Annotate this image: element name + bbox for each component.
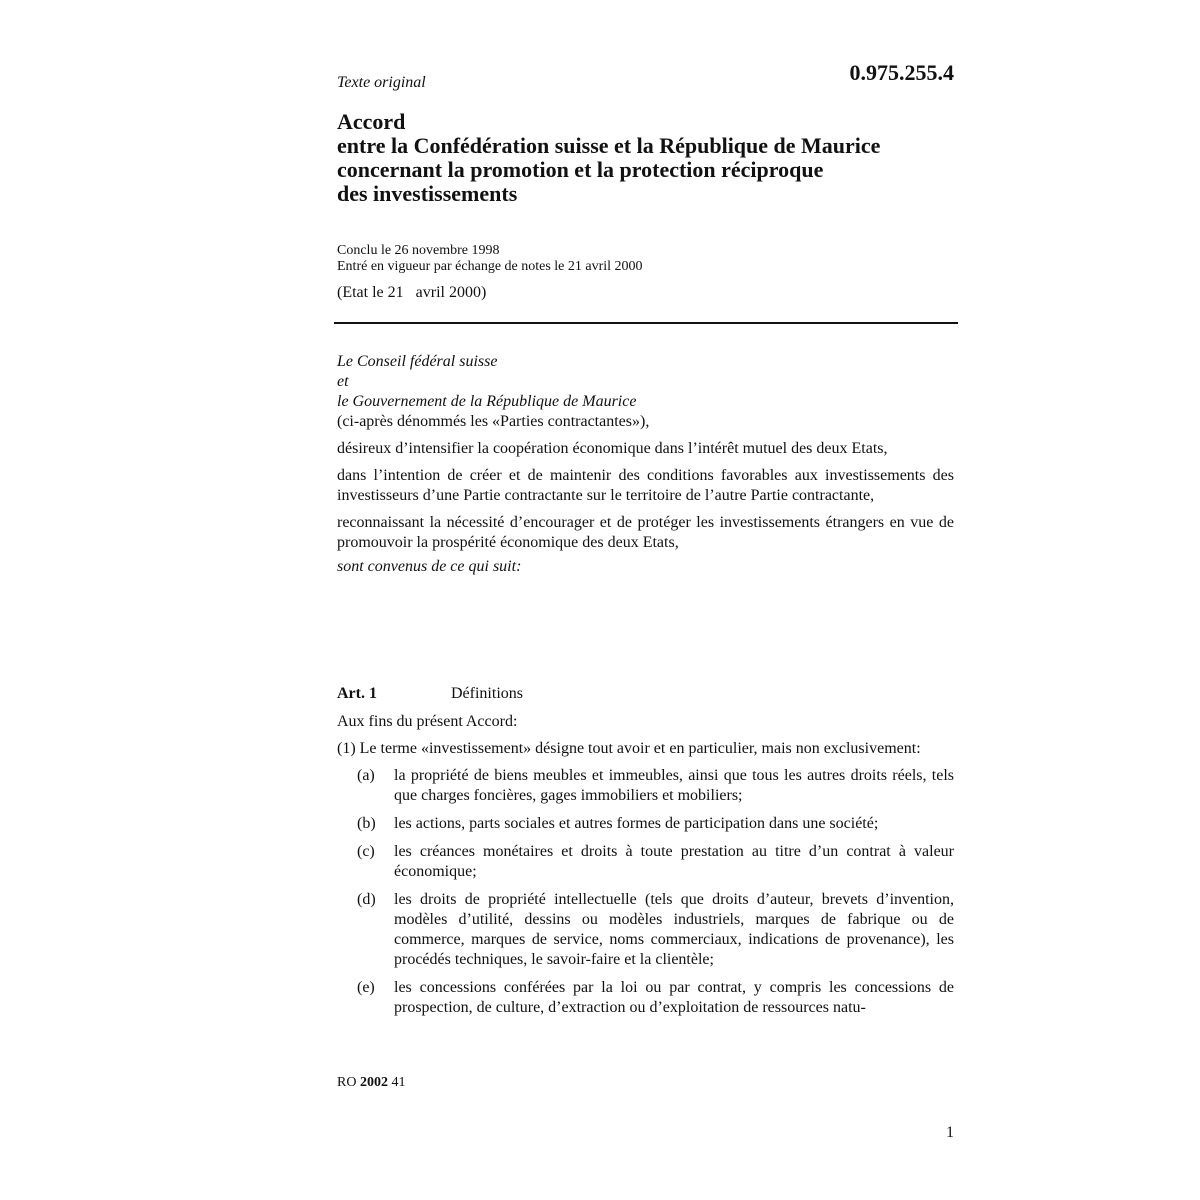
ro-year: 2002: [359, 1075, 388, 1090]
article-number: Art. 1: [337, 685, 377, 702]
list-item: [357, 890, 954, 970]
item-label: (c): [357, 843, 375, 860]
concluded-date: Conclu le 26 novembre 1998: [337, 243, 500, 258]
ro-prefix: RO: [337, 1075, 357, 1090]
ro-page: 41: [391, 1075, 406, 1090]
title-line: Accord: [337, 109, 406, 134]
article-heading: [337, 685, 523, 703]
preamble-paragraph: désireux d’intensifier la coopération économique dans l’intérêt mutuel des deux Etats,: [337, 440, 888, 457]
list-item: [357, 978, 954, 1018]
item-label: (a): [357, 767, 375, 784]
article-paragraph-1: (1) Le terme «investissement» désigne tout avoir et en particulier, mais non exclusivement:: [337, 740, 921, 757]
item-text: les actions, parts sociales et autres formes de participation dans une société;: [394, 815, 879, 832]
item-label: (e): [357, 979, 375, 996]
article-title: Définitions: [451, 685, 523, 702]
ro-reference: [337, 1075, 405, 1091]
preamble-paragraph: reconnaissant la nécessité d’encourager et de protéger les investissements étrangers en vue de promouvoir la prospérité économique des deux Etats,: [337, 514, 954, 551]
item-label: (d): [357, 891, 376, 908]
page-number: 1: [946, 1124, 954, 1141]
list-item: [357, 814, 954, 834]
party-and: et: [337, 373, 349, 390]
state-date: (Etat le 21 avril 2000): [337, 284, 487, 301]
article-intro: Aux fins du présent Accord:: [337, 713, 518, 730]
item-text: la propriété de biens meubles et immeubles, ainsi que tous les autres droits réels, tels que charges foncières, gages immobiliers et mobiliers;: [394, 767, 954, 804]
entry-into-force: Entré en vigueur par échange de notes le 21 avril 2000: [337, 259, 643, 274]
document-page: [337, 0, 958, 1200]
agreed-clause: sont convenus de ce qui suit:: [337, 558, 522, 575]
item-label: (b): [357, 815, 376, 832]
sr-number: 0.975.255.4: [849, 60, 954, 85]
separator-rule: [334, 322, 958, 324]
article-body: [337, 712, 954, 1026]
document-title: [337, 110, 880, 206]
list-item: [357, 842, 954, 882]
parties-designation: (ci-après dénommés les «Parties contractantes»),: [337, 413, 650, 430]
preamble-paragraph: dans l’intention de créer et de maintenir des conditions favorables aux investissements des investisseurs d’une Partie contractante sur le territoire de l’autre Partie contractante,: [337, 467, 954, 504]
item-text: les droits de propriété intellectuelle (tels que droits d’auteur, brevets d’invention, modèles d’utilité, dessins ou modèles industriels, marques de fabrique ou de commerce, marques de service, noms commerciaux, indications de provenance), les procédés techniques, le savoir-faire et la clientèle;: [394, 891, 954, 968]
item-text: les créances monétaires et droits à toute prestation au titre d’un contrat à valeur économique;: [394, 843, 954, 880]
title-line: des investissements: [337, 181, 518, 206]
texte-original-label: Texte original: [337, 74, 426, 91]
party-mauritius: le Gouvernement de la République de Maurice: [337, 393, 637, 410]
party-swiss: Le Conseil fédéral suisse: [337, 353, 498, 370]
list-item: [357, 766, 954, 806]
title-line: concernant la promotion et la protection réciproque: [337, 157, 824, 182]
preamble: [337, 352, 954, 577]
conclusion-info: [337, 243, 643, 275]
item-text: les concessions conférées par la loi ou par contrat, y compris les concessions de prospection, de culture, d’extraction ou d’exploitation de ressources natu-: [394, 979, 954, 1016]
title-line: entre la Confédération suisse et la République de Maurice: [337, 133, 881, 158]
